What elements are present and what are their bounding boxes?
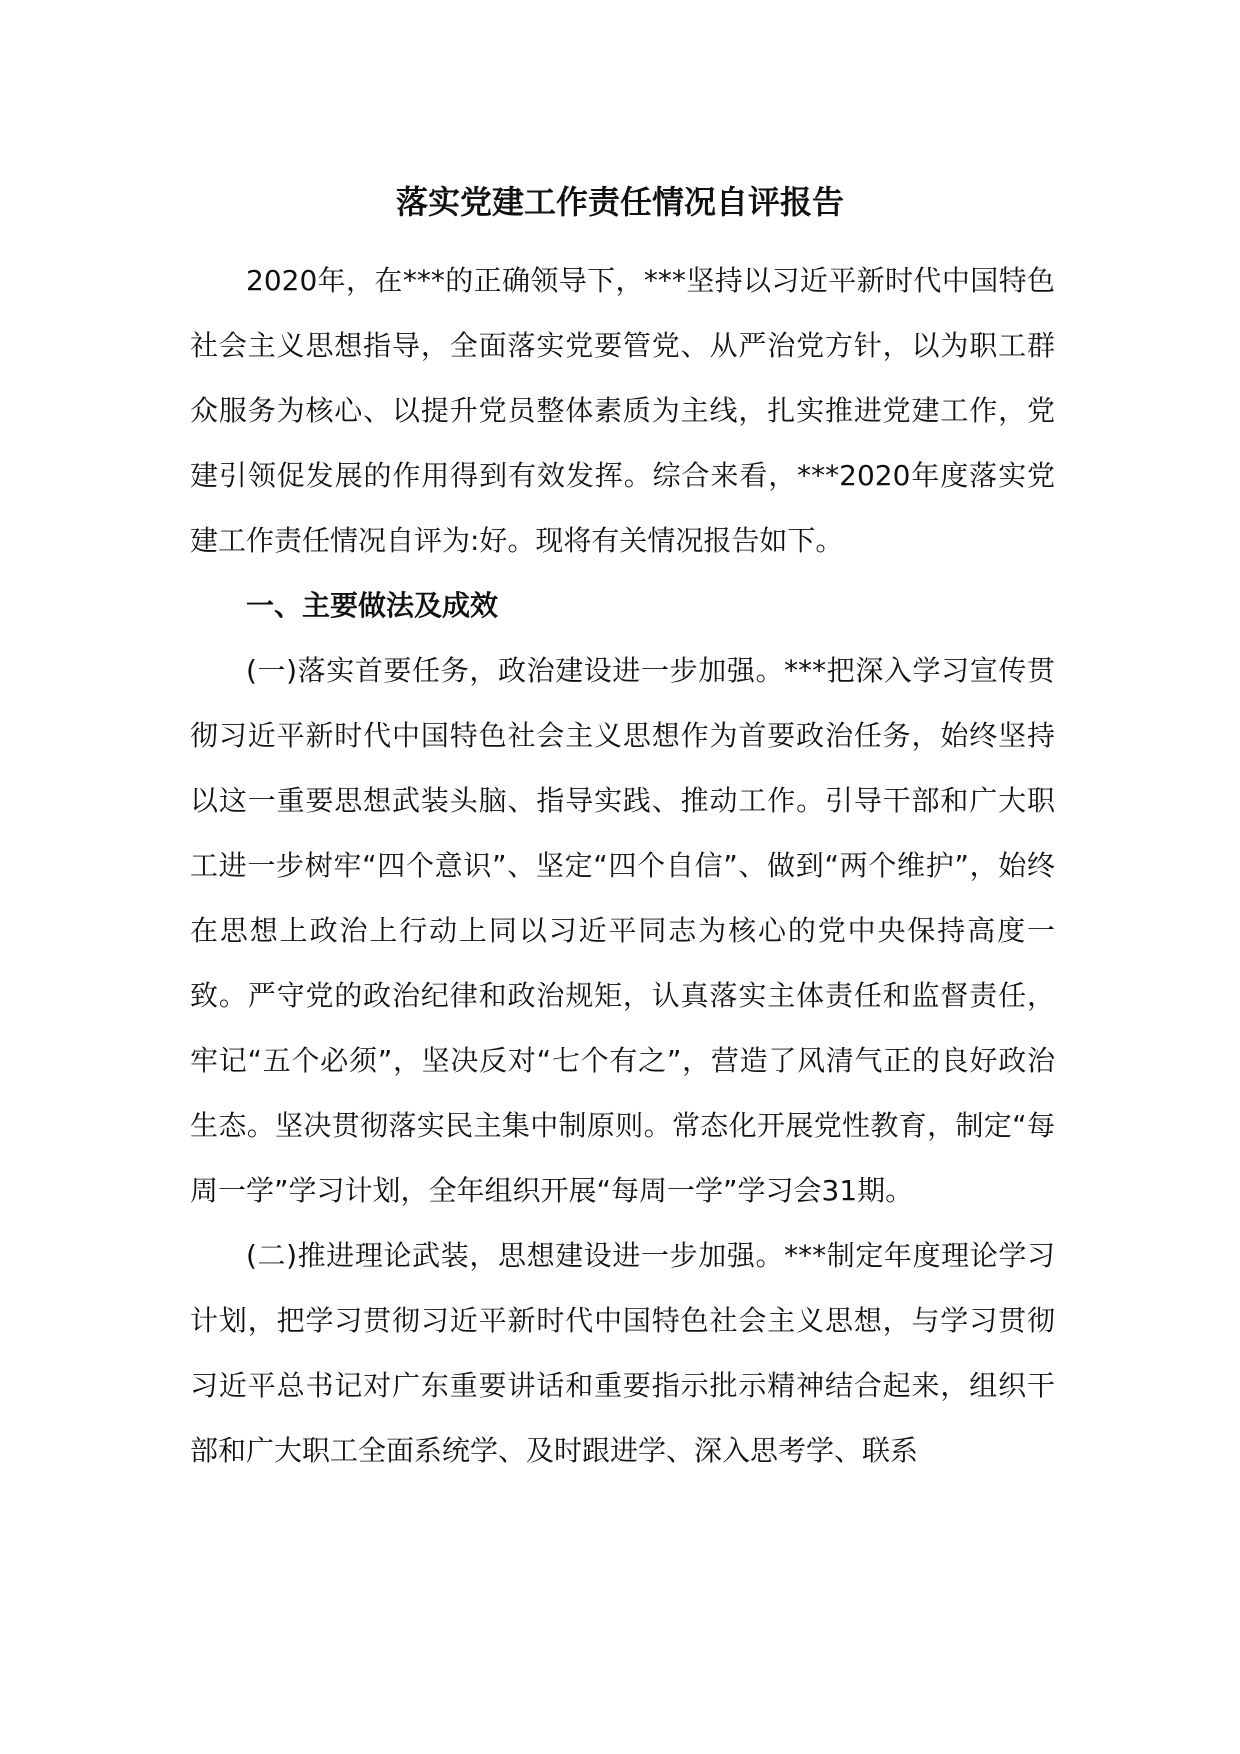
- paragraph-ideological-construction: (二)推进理论武装，思想建设进一步加强。***制定年度理论学习计划，把学习贯彻习近平新时代中国特色社会主义思想，与学习贯彻习近平总书记对广东重要讲话和重要指示批示精神结合起来，组织干部和广大职工全面系统学、及时跟进学、深入思考学、联系: [190, 1239, 1055, 1467]
- intro-paragraph: 2020年，在***的正确领导下，***坚持以习近平新时代中国特色社会主义思想指导，全面落实党要管党、从严治党方针，以为职工群众服务为核心、以提升党员整体素质为主线，扎实推进党建工作，党建引领促发展的作用得到有效发挥。综合来看，***2020年度落实党建工作责任情况自评为:好。现将有关情况报告如下。: [190, 264, 1055, 557]
- paragraph-political-construction: (一)落实首要任务，政治建设进一步加强。***把深入学习宣传贯彻习近平新时代中国特色社会主义思想作为首要政治任务，始终坚持以这一重要思想武装头脑、指导实践、推动工作。引导干部和广大职工进一步树牢“四个意识”、坚定“四个自信”、做到“两个维护”，始终在思想上政治上行动上同以习近平同志为核心的党中央保持高度一致。严守党的政治纪律和政治规矩，认真落实主体责任和监督责任，牢记“五个必须”，坚决反对“七个有之”，营造了风清气正的良好政治生态。坚决贯彻落实民主集中制原则。常态化开展党性教育，制定“每周一学”学习计划，全年组织开展“每周一学”学习会31期。: [190, 654, 1055, 1207]
- document-title: 落实党建工作责任情况自评报告: [395, 183, 844, 221]
- document-body: [190, 248, 1055, 1483]
- section-heading-main-practices: 一、主要做法及成效: [246, 589, 499, 622]
